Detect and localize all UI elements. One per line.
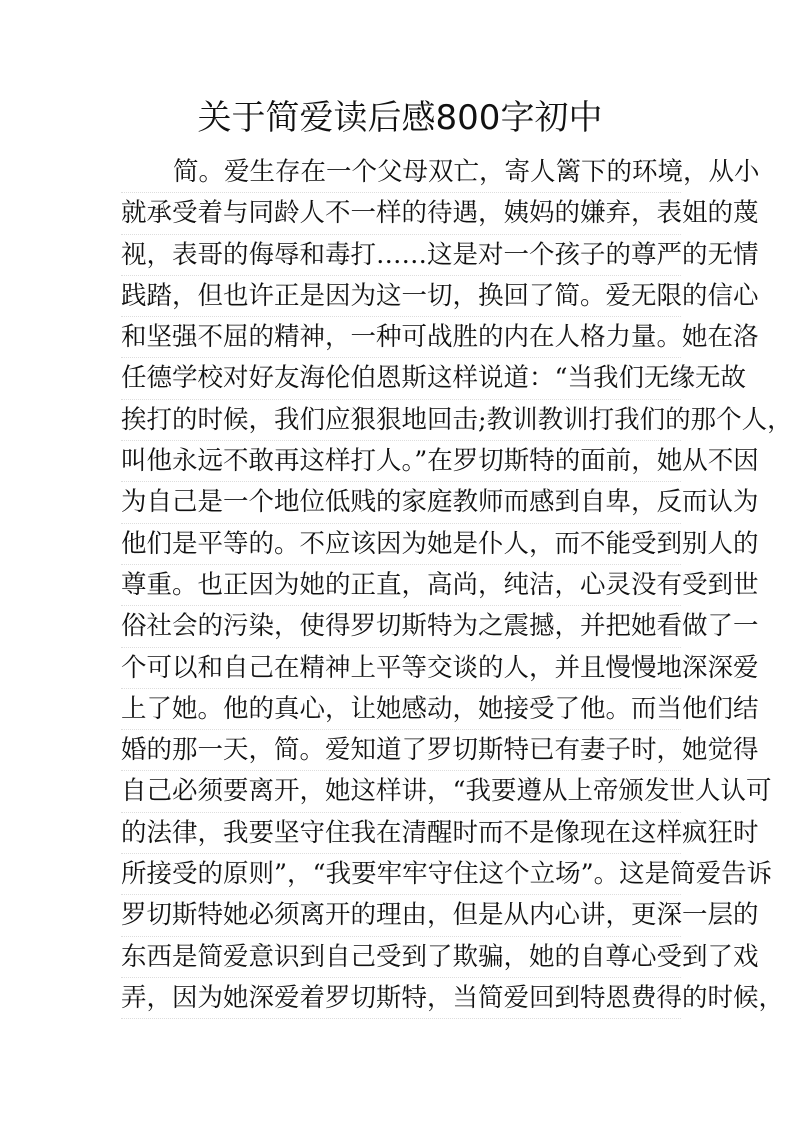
text-line: 婚的那一天，简。爱知道了罗切斯特已有妻子时，她觉得 <box>121 730 681 771</box>
text-line: 简。爱生存在一个父母双亡，寄人篱下的环境，从小 <box>121 152 681 193</box>
text-line: 尊重。也正因为她的正直，高尚，纯洁，心灵没有受到世 <box>121 565 681 606</box>
text-line: 叫他永远不敢再这样打人。”在罗切斯特的面前，她从不因 <box>121 441 681 482</box>
text-line: 个可以和自己在精神上平等交谈的人，并且慢慢地深深爱 <box>121 648 681 689</box>
text-line: 所接受的原则”，“我要牢牢守住这个立场”。这是简爱告诉 <box>121 854 681 895</box>
text-line: 和坚强不屈的精神，一种可战胜的内在人格力量。她在洛 <box>121 317 681 358</box>
document-title: 关于简爱读后感800字初中 <box>197 98 603 138</box>
text-line: 为自己是一个地位低贱的家庭教师而感到自卑，反而认为 <box>121 482 681 523</box>
text-line: 上了她。他的真心，让她感动，她接受了他。而当他们结 <box>121 689 681 730</box>
text-line: 弄，因为她深爱着罗切斯特，当简爱回到特恩费得的时候， <box>121 978 681 1019</box>
text-line: 就承受着与同龄人不一样的待遇，姨妈的嫌弃，表姐的蔑 <box>121 193 681 234</box>
text-line: 践踏，但也许正是因为这一切，换回了简。爱无限的信心 <box>121 276 681 317</box>
text-line: 罗切斯特她必须离开的理由，但是从内心讲，更深一层的 <box>121 895 681 936</box>
text-line: 东西是简爱意识到自己受到了欺骗，她的自尊心受到了戏 <box>121 937 681 978</box>
text-line: 俗社会的污染，使得罗切斯特为之震撼，并把她看做了一 <box>121 606 681 647</box>
text-line: 挨打的时候，我们应狠狠地回击;教训教训打我们的那个人， <box>121 400 681 441</box>
text-line: 视，表哥的侮辱和毒打……这是对一个孩子的尊严的无情 <box>121 235 681 276</box>
text-line: 自己必须要离开，她这样讲，“我要遵从上帝颁发世人认可 <box>121 771 681 812</box>
text-line: 任德学校对好友海伦伯恩斯这样说道：“当我们无缘无故 <box>121 358 681 399</box>
text-line: 的法律，我要坚守住我在清醒时而不是像现在这样疯狂时 <box>121 813 681 854</box>
text-line: 他们是平等的。不应该因为她是仆人，而不能受到别人的 <box>121 524 681 565</box>
document-body <box>121 152 793 1019</box>
